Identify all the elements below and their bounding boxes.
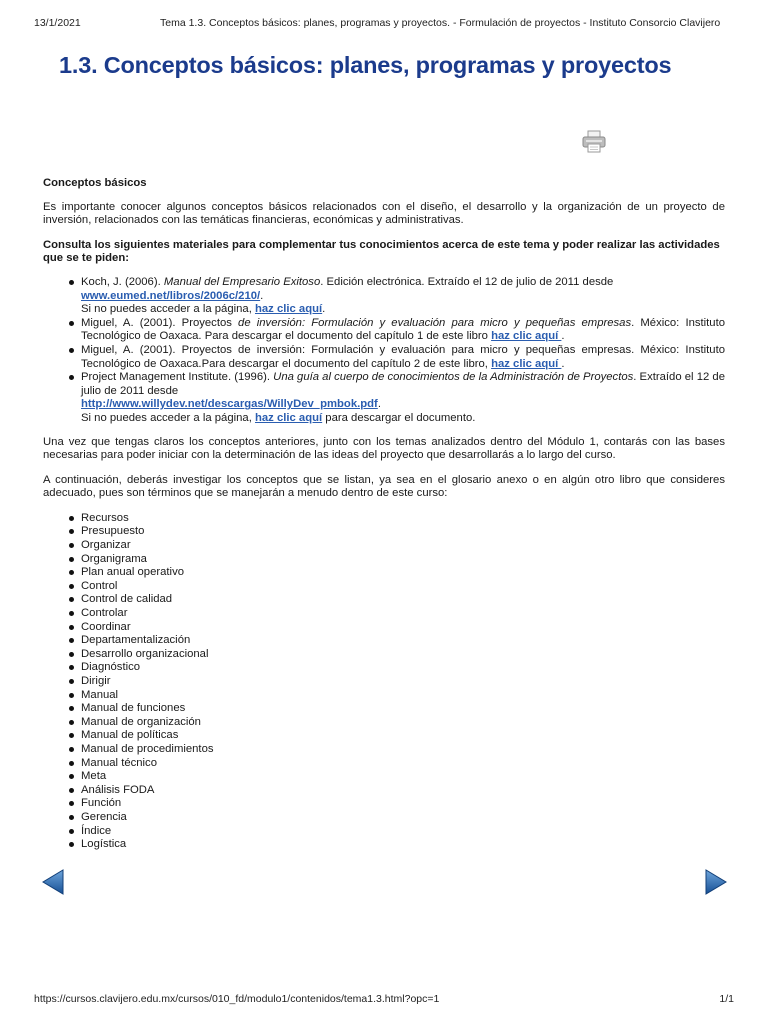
references-list (43, 276, 725, 426)
term-item: Desarrollo organizacional (81, 648, 725, 662)
term-item: Manual de funciones (81, 702, 725, 716)
term-item: Manual de políticas (81, 729, 725, 743)
pmbok-link[interactable]: http://www.willydev.net/descargas/WillyDev_pmbok.pdf (81, 398, 378, 411)
term-item: Análisis FODA (81, 784, 725, 798)
printer-icon[interactable] (580, 128, 608, 156)
reference-item: Koch, J. (2006). Manual del Empresario Exitoso. Edición electrónica. Extraído el 12 de julio de 2011 desde www.eumed.net/libros/2006c/210/. Si no puedes acceder a la página, haz clic aquí. (81, 276, 725, 317)
section-heading: Conceptos básicos (43, 177, 147, 189)
reference-item: Miguel, A. (2001). Proyectos de inversión: Formulación y evaluación para micro y pequeñas empresas. México: Instituto Tecnológico de Oaxaca.Para descargar el documento del capítulo 2 de este libro, haz clic aquí . (81, 343, 725, 370)
term-item: Control (81, 580, 725, 594)
term-item: Manual de procedimientos (81, 743, 725, 757)
term-item: Organizar (81, 539, 725, 553)
term-item: Gerencia (81, 811, 725, 825)
eumed-link[interactable]: www.eumed.net/libros/2006c/210/ (81, 289, 261, 302)
term-item: Diagnóstico (81, 661, 725, 675)
term-item: Logística (81, 838, 725, 852)
terms-list (43, 512, 725, 852)
print-header (34, 17, 734, 31)
print-footer (34, 993, 734, 1007)
arrow-right-icon (704, 868, 728, 896)
print-doc-title: Tema 1.3. Conceptos básicos: planes, programas y proyectos. - Formulación de proyectos - Instituto Consorcio Clavijero (160, 17, 721, 29)
intro-paragraph: Es importante conocer algunos conceptos básicos relacionados con el diseño, el desarrollo y la organización de un proyecto de inversión, relacionados con las temáticas financieras, económicas y administrativas. (43, 200, 725, 227)
term-item: Manual técnico (81, 757, 725, 771)
haz-clic-aqui-link[interactable]: haz clic aquí (254, 303, 323, 316)
term-item: Función (81, 797, 725, 811)
term-item: Índice (81, 825, 725, 839)
print-date: 13/1/2021 (34, 17, 81, 29)
term-item: Manual (81, 689, 725, 703)
main-content (43, 177, 725, 852)
next-page-button[interactable] (704, 868, 728, 896)
arrow-left-icon (41, 868, 65, 896)
term-item: Control de calidad (81, 593, 725, 607)
consulta-paragraph: Consulta los siguientes materiales para complementar tus conocimientos acerca de este tema y poder realizar las actividades que se te piden: (43, 238, 720, 265)
print-url: https://cursos.clavijero.edu.mx/cursos/010_fd/modulo1/contenidos/tema1.3.html?opc=1 (34, 993, 440, 1005)
prev-page-button[interactable] (41, 868, 65, 896)
haz-clic-aqui-link[interactable]: haz clic aquí (491, 330, 562, 343)
page-title: 1.3. Conceptos básicos: planes, programas y proyectos (59, 52, 672, 78)
term-item: Presupuesto (81, 525, 725, 539)
term-item: Organigrama (81, 553, 725, 567)
term-item: Dirigir (81, 675, 725, 689)
term-item: Manual de organización (81, 716, 725, 730)
term-item: Meta (81, 770, 725, 784)
haz-clic-aqui-link[interactable]: haz clic aquí (491, 357, 562, 370)
term-item: Coordinar (81, 621, 725, 635)
term-item: Plan anual operativo (81, 566, 725, 580)
term-item: Departamentalización (81, 634, 725, 648)
after-references-paragraph: Una vez que tengas claros los conceptos anteriores, junto con los temas analizados dentro del Módulo 1, contarás con las bases necesarias para poder iniciar con la determinación de las ideas del proyecto que desarrollarás a lo largo del curso. (43, 435, 725, 462)
haz-clic-aqui-link[interactable]: haz clic aquí (254, 411, 323, 424)
reference-item: Project Management Institute. (1996). Una guía al cuerpo de conocimientos de la Administración de Proyectos. Extraído el 12 de julio de 2011 desde http://www.willydev.net/descargas/WillyDev_pmbok.pdf. Si no puedes acceder a la página, haz clic aquí para descargar el documento. (81, 371, 725, 424)
term-item: Controlar (81, 607, 725, 621)
term-item: Recursos (81, 512, 725, 526)
print-page-number: 1/1 (719, 993, 734, 1005)
continuation-paragraph: A continuación, deberás investigar los conceptos que se listan, ya sea en el glosario anexo o en algún otro libro que consideres adecuado, pues son términos que se manejarán a menudo dentro de este curso: (43, 473, 725, 500)
reference-item: Miguel, A. (2001). Proyectos de inversión: Formulación y evaluación para micro y pequeñas empresas. México: Instituto Tecnológico de Oaxaca. Para descargar el documento del capítulo 1 de este libro haz clic aquí . (81, 316, 726, 343)
